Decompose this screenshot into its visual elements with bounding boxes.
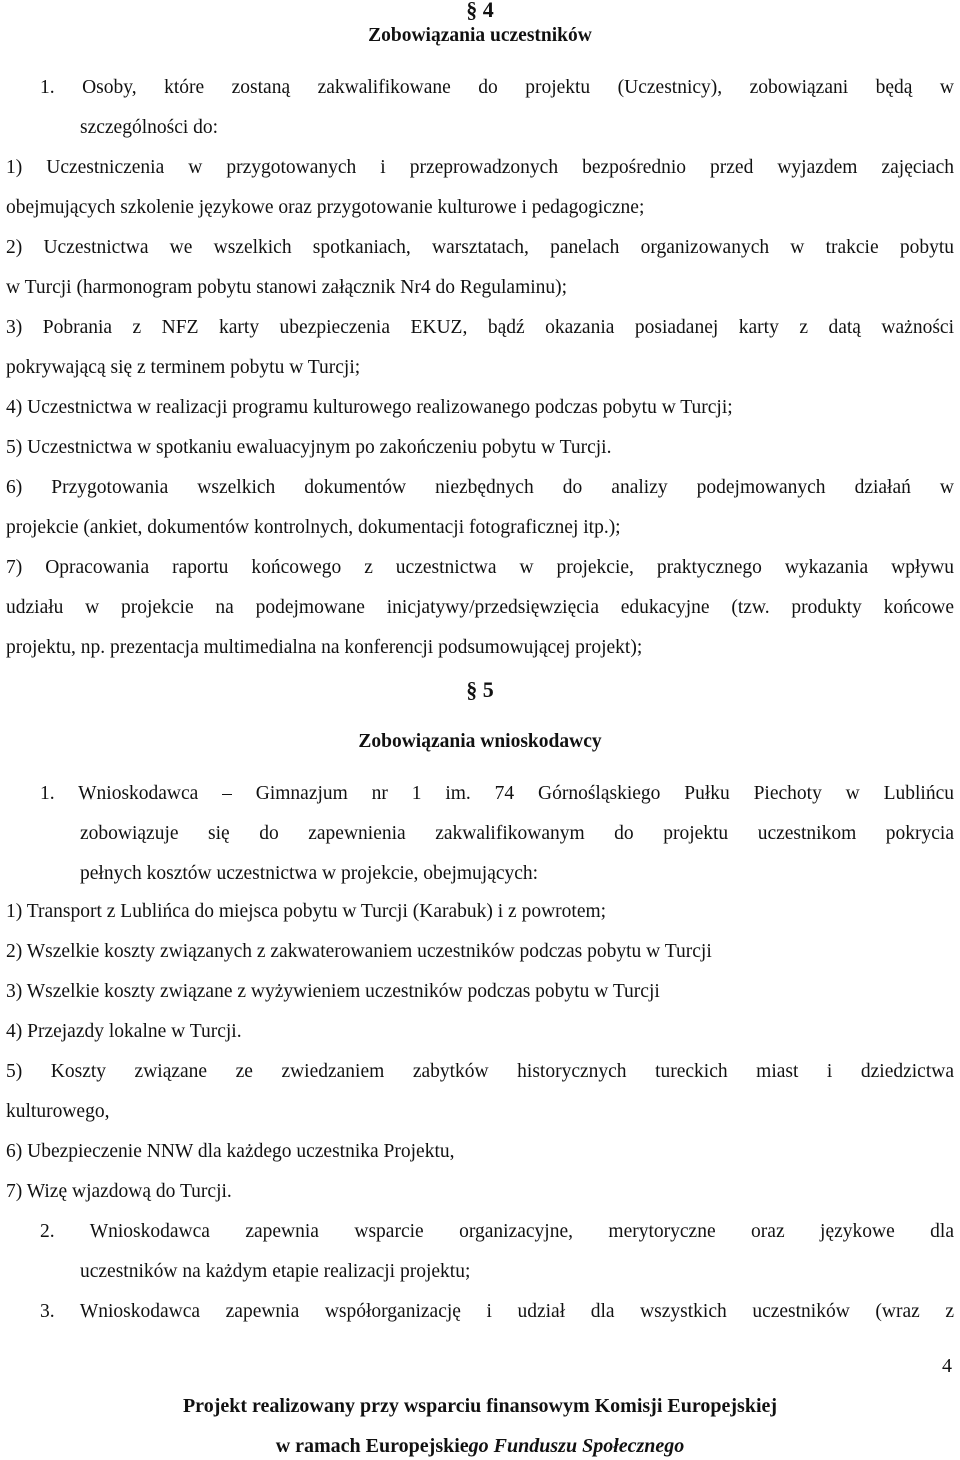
text-line: pokrywającą się z terminem pobytu w Turcji; [6,357,361,378]
text-line: 7) Opracowania raportu końcowego z uczestnictwa w projekcie, praktycznego wykazania wpływu [6,557,954,578]
text-line: udziału w projekcie na podejmowane inicjatywy/przedsięwzięcia edukacyjne (tzw. produkty końcowe [6,597,954,618]
text-line: uczestników na każdym etapie realizacji projektu; [80,1261,471,1282]
text-line: 4) Przejazdy lokalne w Turcji. [6,1021,242,1042]
text-line: 2) Uczestnictwa we wszelkich spotkaniach, warsztatach, panelach organizowanych w trakcie pobytu [6,237,954,258]
text-line: 1) Transport z Lublińca do miejsca pobytu w Turcji (Karabuk) i z powrotem; [6,901,607,922]
text-line: 1. Wnioskodawca – Gimnazjum nr 1 im. 74 Górnośląskiego Pułku Piechoty w Lublińcu [40,783,954,804]
section-5-title: Zobowiązania wnioskodawcy [358,731,602,752]
text-line: 5) Uczestnictwa w spotkaniu ewaluacyjnym po zakończeniu pobytu w Turcji. [6,437,612,458]
text-line: 7) Wizę wjazdową do Turcji. [6,1181,232,1202]
text-line: projekcie (ankiet, dokumentów kontrolnych, dokumentacji fotograficznej itp.); [6,517,621,538]
footer-line-1: Projekt realizowany przy wsparciu finansowym Komisji Europejskiej [182,1395,778,1417]
text-line: 5) Koszty związane ze zwiedzaniem zabytków historycznych tureckich miast i dziedzictwa [6,1061,954,1082]
page-number: 4 [942,1355,952,1377]
text-line: zobowiązuje się do zapewnienia zakwalifikowanym do projektu uczestnikom pokrycia [80,823,954,844]
text-line: pełnych kosztów uczestnictwa w projekcie, obejmujących: [80,863,539,884]
text-line: 6) Przygotowania wszelkich dokumentów niezbędnych do analizy podejmowanych działań w [6,477,954,498]
text-line: 4) Uczestnictwa w realizacji programu kulturowego realizowanego podczas pobytu w Turcji; [6,397,733,418]
section-4-heading: § 4 [466,0,494,22]
text-line: 2. Wnioskodawca zapewnia wsparcie organizacyjne, merytoryczne oraz językowe dla [40,1221,954,1242]
text-line: 1) Uczestniczenia w przygotowanych i przeprowadzonych bezpośrednio przed wyjazdem zajęciach [6,157,954,178]
footer-line-2-a: w ramach Europejskie [275,1435,469,1457]
text-line: 3) Pobrania z NFZ karty ubezpieczenia EKUZ, bądź okazania posiadanej karty z datą ważności [6,317,954,338]
text-line: szczególności do: [80,117,219,138]
text-line: kulturowego, [6,1101,110,1122]
footer-line-2-b: go Funduszu Społecznego [468,1435,685,1457]
text-line: obejmujących szkolenie językowe oraz przygotowanie kulturowe i pedagogiczne; [6,197,645,218]
text-line: 1. Osoby, które zostaną zakwalifikowane do projektu (Uczestnicy), zobowiązani będą w [40,77,954,98]
section-4-title: Zobowiązania uczestników [368,25,592,46]
text-line: w Turcji (harmonogram pobytu stanowi załącznik Nr4 do Regulaminu); [6,277,568,298]
section-5-heading: § 5 [466,677,494,702]
text-line: projektu, np. prezentacja multimedialna na konferencji podsumowującej projekt); [6,637,643,658]
text-line: 6) Ubezpieczenie NNW dla każdego uczestnika Projektu, [6,1141,455,1162]
footer-line-2 [6,1432,954,1460]
text-line: 3) Wszelkie koszty związane z wyżywieniem uczestników podczas pobytu w Turcji [6,981,660,1002]
text-line: 2) Wszelkie koszty związanych z zakwaterowaniem uczestników podczas pobytu w Turcji [6,941,712,962]
text-line: 3. Wnioskodawca zapewnia współorganizację i udział dla wszystkich uczestników (wraz z [40,1301,954,1322]
